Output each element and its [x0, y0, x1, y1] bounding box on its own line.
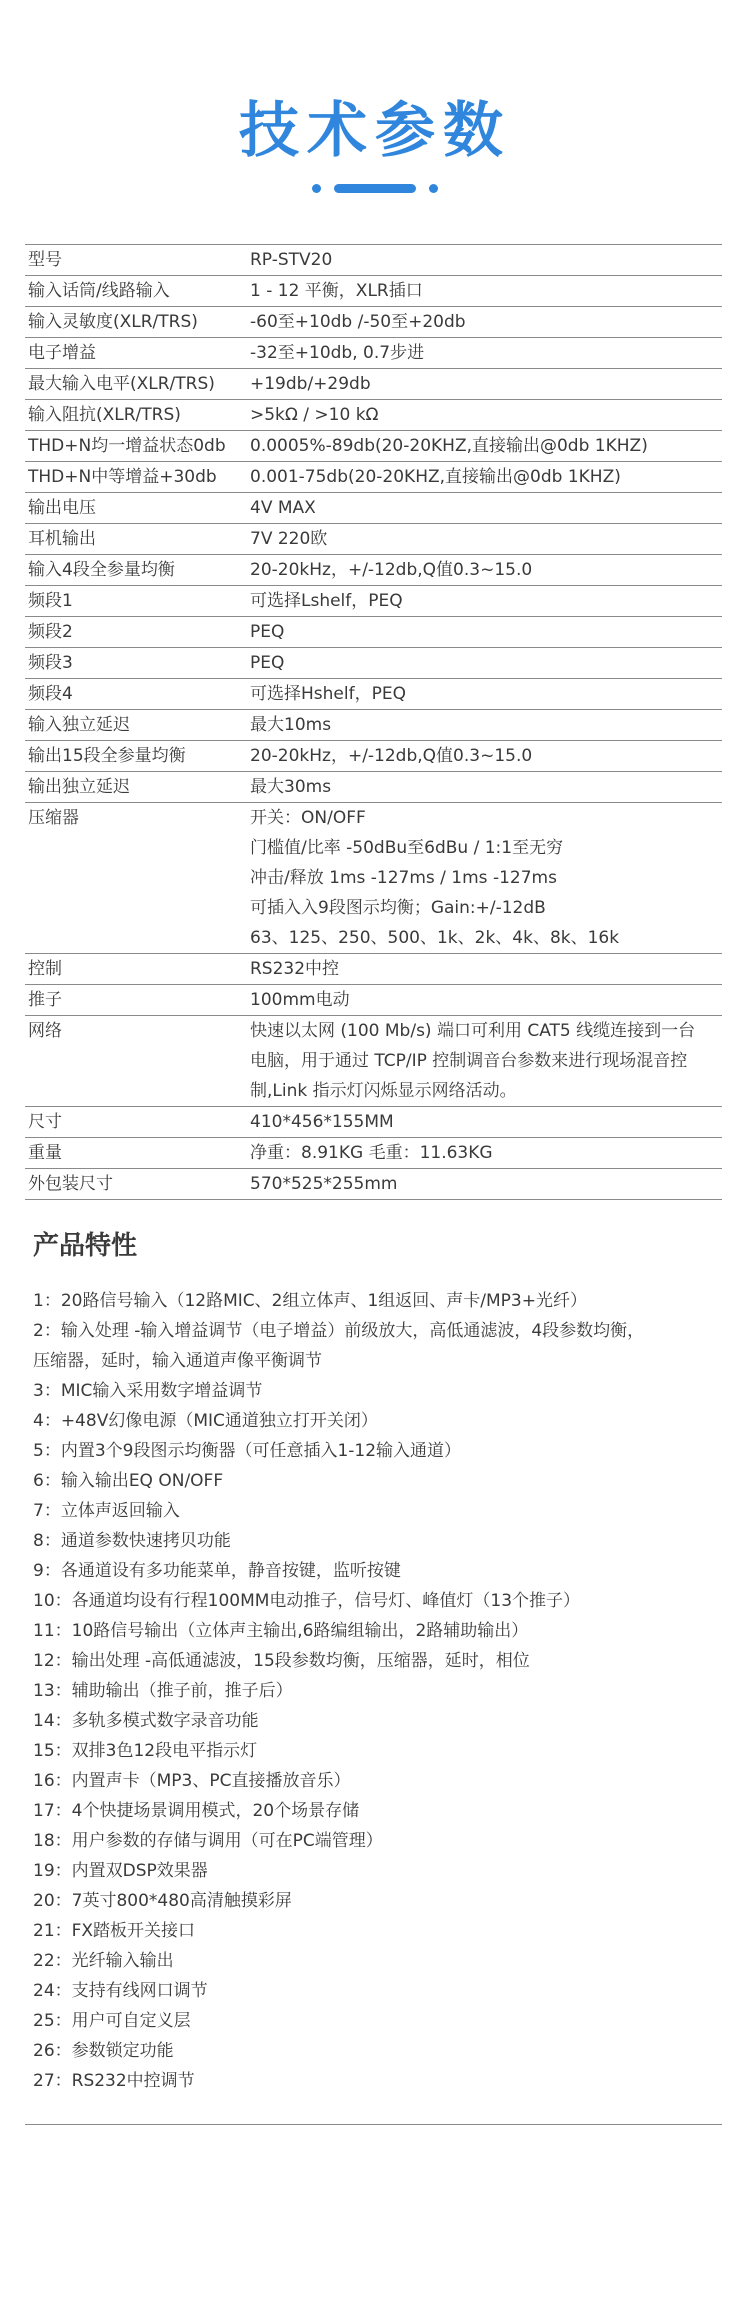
feature-item	[33, 2006, 713, 2036]
spec-value-line: 100mm电动	[250, 990, 350, 1010]
feature-line: 21：FX踏板开关接口	[33, 1921, 196, 1941]
spec-row	[25, 985, 722, 1016]
spec-key: 耳机输出	[28, 529, 96, 549]
feature-line: 27：RS232中控调节	[33, 2071, 195, 2091]
spec-row	[25, 524, 722, 555]
decoration-bar	[334, 184, 416, 193]
spec-row	[25, 400, 722, 431]
spec-row	[25, 648, 722, 679]
spec-key: 尺寸	[28, 1112, 62, 1132]
page-title: 技术参数	[239, 96, 511, 166]
spec-value-line: 净重：8.91KG 毛重：11.63KG	[250, 1143, 493, 1163]
bottom-divider	[25, 2124, 722, 2125]
spec-value	[250, 338, 722, 368]
feature-item	[33, 1856, 713, 1886]
feature-line: 13：辅助输出（推子前，推子后）	[33, 1681, 293, 1701]
spec-key: 重量	[28, 1143, 62, 1163]
spec-value	[250, 1016, 722, 1106]
feature-line: 1：20路信号输入（12路MIC、2组立体声、1组返回、声卡/MP3+光纤）	[33, 1291, 587, 1311]
feature-line: 2：输入处理 -输入增益调节（电子增益）前级放大，高低通滤波，4段参数均衡，	[33, 1321, 645, 1341]
feature-line: 11：10路信号输出（立体声主输出,6路编组输出，2路辅助输出）	[33, 1621, 529, 1641]
spec-key: 频段3	[28, 653, 73, 673]
feature-item	[33, 1496, 713, 1526]
spec-value	[250, 803, 722, 953]
spec-value-line: 410*456*155MM	[250, 1112, 394, 1132]
spec-key: 最大输入电平(XLR/TRS)	[28, 374, 215, 394]
spec-row	[25, 369, 722, 400]
feature-item	[33, 1406, 713, 1436]
spec-value	[250, 462, 722, 492]
feature-item	[33, 2066, 713, 2096]
feature-item	[33, 1706, 713, 1736]
spec-value	[250, 555, 722, 585]
decoration-dot-right	[429, 184, 438, 193]
spec-value	[250, 648, 722, 678]
spec-value	[250, 245, 722, 275]
spec-table	[25, 244, 722, 1200]
spec-key: 输入4段全参量均衡	[28, 560, 175, 580]
spec-key: THD+N均一增益状态0db	[28, 436, 226, 456]
feature-item	[33, 1316, 713, 1376]
spec-value-line: +19db/+29db	[250, 374, 371, 394]
spec-key: 输出15段全参量均衡	[28, 746, 186, 766]
spec-value-line: 0.0005%-89db(20-20KHZ,直接输出@0db 1KHZ)	[250, 436, 648, 456]
feature-item	[33, 1436, 713, 1466]
feature-line: 7：立体声返回输入	[33, 1501, 180, 1521]
spec-row	[25, 431, 722, 462]
feature-line: 14：多轨多模式数字录音功能	[33, 1711, 259, 1731]
spec-key: 型号	[28, 250, 62, 270]
spec-row	[25, 338, 722, 369]
feature-line: 20：7英寸800*480高清触摸彩屏	[33, 1891, 292, 1911]
features-title: 产品特性	[33, 1231, 138, 1261]
spec-row	[25, 710, 722, 741]
spec-value-line: 可插入入9段图示均衡；Gain:+/-12dB	[250, 898, 546, 918]
spec-value	[250, 493, 722, 523]
spec-row	[25, 307, 722, 338]
spec-value-line: RP-STV20	[250, 250, 333, 270]
feature-line: 15：双排3色12段电平指示灯	[33, 1741, 258, 1761]
spec-value-line: 570*525*255mm	[250, 1174, 398, 1194]
spec-value-line: 开关：ON/OFF	[250, 808, 366, 828]
spec-row	[25, 1016, 722, 1107]
spec-value-line: 可选择Lshelf，PEQ	[250, 591, 403, 611]
feature-line: 4：+48V幻像电源（MIC通道独立打开关闭）	[33, 1411, 378, 1431]
spec-row	[25, 1138, 722, 1169]
spec-value-line: 63、125、250、500、1k、2k、4k、8k、16k	[250, 928, 620, 948]
spec-value	[250, 400, 722, 430]
feature-line: 18：用户参数的存储与调用（可在PC端管理）	[33, 1831, 383, 1851]
spec-row	[25, 1169, 722, 1200]
spec-row	[25, 586, 722, 617]
spec-value-line: 冲击/释放 1ms -127ms / 1ms -127ms	[250, 868, 557, 888]
spec-value	[250, 524, 722, 554]
spec-key: 输入灵敏度(XLR/TRS)	[28, 312, 198, 332]
spec-row	[25, 1107, 722, 1138]
feature-item	[33, 1946, 713, 1976]
spec-row	[25, 772, 722, 803]
feature-item	[33, 1886, 713, 1916]
feature-line: 26：参数锁定功能	[33, 2041, 174, 2061]
spec-value-line: 门槛值/比率 -50dBu至6dBu / 1:1至无穷	[250, 838, 564, 858]
feature-line: 25：用户可自定义层	[33, 2011, 191, 2031]
spec-value	[250, 954, 722, 984]
feature-line: 24：支持有线网口调节	[33, 1981, 208, 2001]
spec-value	[250, 985, 722, 1015]
decoration-dot-left	[312, 184, 321, 193]
spec-value-line: 快速以太网 (100 Mb/s) 端口可利用 CAT5 线缆连接到一台	[250, 1021, 696, 1041]
feature-item	[33, 1976, 713, 2006]
feature-item	[33, 1826, 713, 1856]
feature-line: 17：4个快捷场景调用模式，20个场景存储	[33, 1801, 360, 1821]
feature-item	[33, 1646, 713, 1676]
feature-line: 10：各通道均设有行程100MM电动推子，信号灯、峰值灯（13个推子）	[33, 1591, 581, 1611]
feature-line: 6：输入输出EQ ON/OFF	[33, 1471, 224, 1491]
spec-value-line: -60至+10db /-50至+20db	[250, 312, 466, 332]
spec-row	[25, 245, 722, 276]
spec-value-line: 制,Link 指示灯闪烁显示网络活动。	[250, 1081, 517, 1101]
spec-value-line: 0.001-75db(20-20KHZ,直接输出@0db 1KHZ)	[250, 467, 621, 487]
feature-line: 压缩器，延时，输入通道声像平衡调节	[33, 1351, 322, 1371]
spec-key: 频段1	[28, 591, 73, 611]
feature-item	[33, 1586, 713, 1616]
spec-key: 输出电压	[28, 498, 96, 518]
feature-item	[33, 1676, 713, 1706]
spec-value	[250, 369, 722, 399]
spec-key: 压缩器	[28, 808, 79, 828]
spec-key: 推子	[28, 990, 62, 1010]
spec-value-line: RS232中控	[250, 959, 340, 979]
spec-row	[25, 462, 722, 493]
spec-key: 频段2	[28, 622, 73, 642]
spec-key: 输入阻抗(XLR/TRS)	[28, 405, 181, 425]
spec-value-line: 20-20kHz，+/-12db,Q值0.3~15.0	[250, 560, 533, 580]
spec-row	[25, 555, 722, 586]
spec-value-line: 1 - 12 平衡，XLR插口	[250, 281, 423, 301]
spec-key: THD+N中等增益+30db	[28, 467, 217, 487]
spec-value-line: 最大10ms	[250, 715, 332, 735]
spec-value	[250, 710, 722, 740]
spec-value-line: 20-20kHz，+/-12db,Q值0.3~15.0	[250, 746, 533, 766]
feature-item	[33, 1796, 713, 1826]
spec-value	[250, 1107, 722, 1137]
spec-value	[250, 772, 722, 802]
spec-key: 频段4	[28, 684, 73, 704]
spec-value	[250, 617, 722, 647]
feature-line: 9：各通道设有多功能菜单，静音按键，监听按键	[33, 1561, 401, 1581]
feature-item	[33, 1286, 713, 1316]
spec-value-line: 4V MAX	[250, 498, 316, 518]
feature-item	[33, 1916, 713, 1946]
spec-value	[250, 586, 722, 616]
spec-key: 输入话筒/线路输入	[28, 281, 170, 301]
feature-item	[33, 1616, 713, 1646]
features-list	[33, 1286, 713, 2096]
spec-key: 输入独立延迟	[28, 715, 130, 735]
spec-row	[25, 493, 722, 524]
spec-value	[250, 741, 722, 771]
spec-value-line: 最大30ms	[250, 777, 332, 797]
feature-line: 19：内置双DSP效果器	[33, 1861, 208, 1881]
feature-item	[33, 1376, 713, 1406]
feature-item	[33, 2036, 713, 2066]
feature-line: 3：MIC输入采用数字增益调节	[33, 1381, 263, 1401]
spec-value	[250, 679, 722, 709]
feature-item	[33, 1736, 713, 1766]
spec-value-line: 可选择Hshelf，PEQ	[250, 684, 406, 704]
spec-value-line: 7V 220欧	[250, 529, 328, 549]
spec-row	[25, 954, 722, 985]
title-decoration	[312, 183, 438, 193]
spec-row	[25, 276, 722, 307]
spec-value	[250, 431, 722, 461]
spec-key: 网络	[28, 1021, 62, 1041]
spec-value-line: PEQ	[250, 653, 285, 673]
feature-line: 16：内置声卡（MP3、PC直接播放音乐）	[33, 1771, 351, 1791]
spec-value-line: PEQ	[250, 622, 285, 642]
spec-value	[250, 307, 722, 337]
feature-item	[33, 1466, 713, 1496]
feature-line: 8：通道参数快速拷贝功能	[33, 1531, 231, 1551]
spec-value	[250, 1169, 722, 1199]
spec-key: 外包装尺寸	[28, 1174, 113, 1194]
feature-line: 12：输出处理 -高低通滤波，15段参数均衡，压缩器，延时，相位	[33, 1651, 530, 1671]
feature-line: 5：内置3个9段图示均衡器（可任意插入1-12输入通道）	[33, 1441, 462, 1461]
feature-item	[33, 1556, 713, 1586]
feature-item	[33, 1526, 713, 1556]
spec-value-line: >5kΩ / >10 kΩ	[250, 405, 379, 425]
spec-key: 输出独立延迟	[28, 777, 130, 797]
spec-row	[25, 679, 722, 710]
spec-key: 控制	[28, 959, 62, 979]
spec-row	[25, 741, 722, 772]
feature-line: 22：光纤输入输出	[33, 1951, 174, 1971]
spec-row	[25, 803, 722, 954]
spec-value	[250, 1138, 722, 1168]
feature-item	[33, 1766, 713, 1796]
spec-value-line: -32至+10db, 0.7步进	[250, 343, 425, 363]
spec-key: 电子增益	[28, 343, 96, 363]
spec-row	[25, 617, 722, 648]
spec-value	[250, 276, 722, 306]
spec-value-line: 电脑，用于通过 TCP/IP 控制调音台参数来进行现场混音控	[250, 1051, 688, 1071]
